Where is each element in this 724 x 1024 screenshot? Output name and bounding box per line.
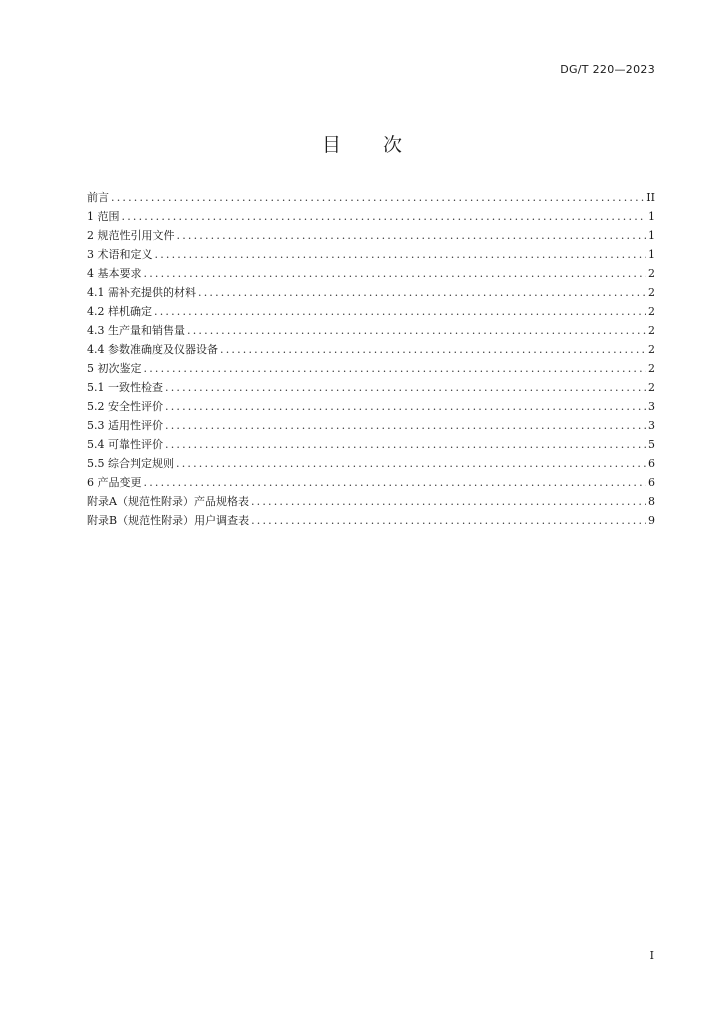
toc-leader-dots — [122, 207, 647, 226]
toc-entry-page: 2 — [648, 267, 655, 280]
toc-entry-appendix-a[interactable] — [87, 492, 655, 511]
toc-leader-dots — [177, 226, 647, 245]
toc-leader-dots — [165, 416, 646, 435]
toc-entry-page: 2 — [648, 324, 655, 337]
toc-entry-label: 附录B（规范性附录）用户调查表 — [87, 514, 250, 527]
toc-entry-page: 3 — [648, 419, 655, 432]
toc-entry-label: 4.4 参数准确度及仪器设备 — [87, 343, 218, 356]
toc-entry-page: 1 — [648, 248, 655, 261]
toc-title — [0, 130, 724, 157]
toc-entry-page: 8 — [648, 495, 655, 508]
toc-entry-label: 6 产品变更 — [87, 476, 142, 489]
toc-leader-dots — [198, 283, 646, 302]
toc-entry-4-4[interactable] — [87, 340, 655, 359]
toc-entry-page: 2 — [648, 305, 655, 318]
toc-entry-label: 4.1 需补充提供的材料 — [87, 286, 196, 299]
toc-entry-label: 附录A（规范性附录）产品规格表 — [87, 495, 249, 508]
toc-entry-2[interactable] — [87, 226, 655, 245]
toc-entry-4-3[interactable] — [87, 321, 655, 340]
document-code: DG/T 220—2023 — [560, 63, 655, 76]
toc-entry-page: 2 — [648, 362, 655, 375]
toc-entry-label: 5.4 可靠性评价 — [87, 438, 163, 451]
toc-entry-label: 1 范围 — [87, 210, 120, 223]
toc-entry-label: 2 规范性引用文件 — [87, 229, 175, 242]
toc-leader-dots — [144, 359, 647, 378]
toc-leader-dots — [155, 245, 647, 264]
page-number: I — [649, 949, 654, 962]
toc-entry-label: 4.2 样机确定 — [87, 305, 152, 318]
toc-entry-4-2[interactable] — [87, 302, 655, 321]
toc-entry-6[interactable] — [87, 473, 655, 492]
toc-entry-5-5[interactable] — [87, 454, 655, 473]
toc-entry-label: 3 术语和定义 — [87, 248, 153, 261]
toc-entry-label: 5.5 综合判定规则 — [87, 457, 174, 470]
toc-leader-dots — [165, 378, 646, 397]
toc-entry-page: 1 — [648, 210, 655, 223]
toc-entry-page: 1 — [648, 229, 655, 242]
toc-entry-1[interactable] — [87, 207, 655, 226]
toc-list — [87, 188, 655, 530]
toc-title-part1: 目 — [321, 134, 341, 156]
toc-entry-label: 5 初次鉴定 — [87, 362, 142, 375]
toc-entry-5-2[interactable] — [87, 397, 655, 416]
toc-entry-label: 5.2 安全性评价 — [87, 400, 163, 413]
toc-entry-page: 2 — [648, 381, 655, 394]
toc-entry-label: 5.3 适用性评价 — [87, 419, 163, 432]
toc-entry-5[interactable] — [87, 359, 655, 378]
toc-entry-4-1[interactable] — [87, 283, 655, 302]
toc-leader-dots — [251, 511, 646, 530]
toc-entry-page: 2 — [648, 286, 655, 299]
toc-entry-page: 2 — [648, 343, 655, 356]
toc-entry-label: 5.1 一致性检查 — [87, 381, 163, 394]
toc-entry-3[interactable] — [87, 245, 655, 264]
toc-leader-dots — [111, 188, 644, 207]
toc-entry-page: 9 — [648, 514, 655, 527]
toc-entry-5-1[interactable] — [87, 378, 655, 397]
toc-leader-dots — [144, 264, 647, 283]
toc-entry-appendix-b[interactable] — [87, 511, 655, 530]
toc-leader-dots — [176, 454, 646, 473]
toc-entry-page: 5 — [648, 438, 655, 451]
toc-entry-foreword[interactable] — [87, 188, 655, 207]
toc-entry-page: 6 — [648, 457, 655, 470]
toc-leader-dots — [165, 397, 646, 416]
toc-entry-4[interactable] — [87, 264, 655, 283]
toc-leader-dots — [144, 473, 647, 492]
toc-leader-dots — [220, 340, 646, 359]
toc-entry-5-3[interactable] — [87, 416, 655, 435]
toc-entry-page: 3 — [648, 400, 655, 413]
toc-leader-dots — [187, 321, 646, 340]
toc-entry-page: II — [646, 191, 655, 204]
toc-title-part2: 次 — [383, 134, 403, 156]
toc-leader-dots — [251, 492, 646, 511]
toc-leader-dots — [154, 302, 646, 321]
toc-entry-label: 4 基本要求 — [87, 267, 142, 280]
toc-entry-label: 4.3 生产量和销售量 — [87, 324, 185, 337]
toc-entry-5-4[interactable] — [87, 435, 655, 454]
toc-entry-page: 6 — [648, 476, 655, 489]
toc-entry-label: 前言 — [87, 191, 109, 204]
toc-leader-dots — [165, 435, 646, 454]
